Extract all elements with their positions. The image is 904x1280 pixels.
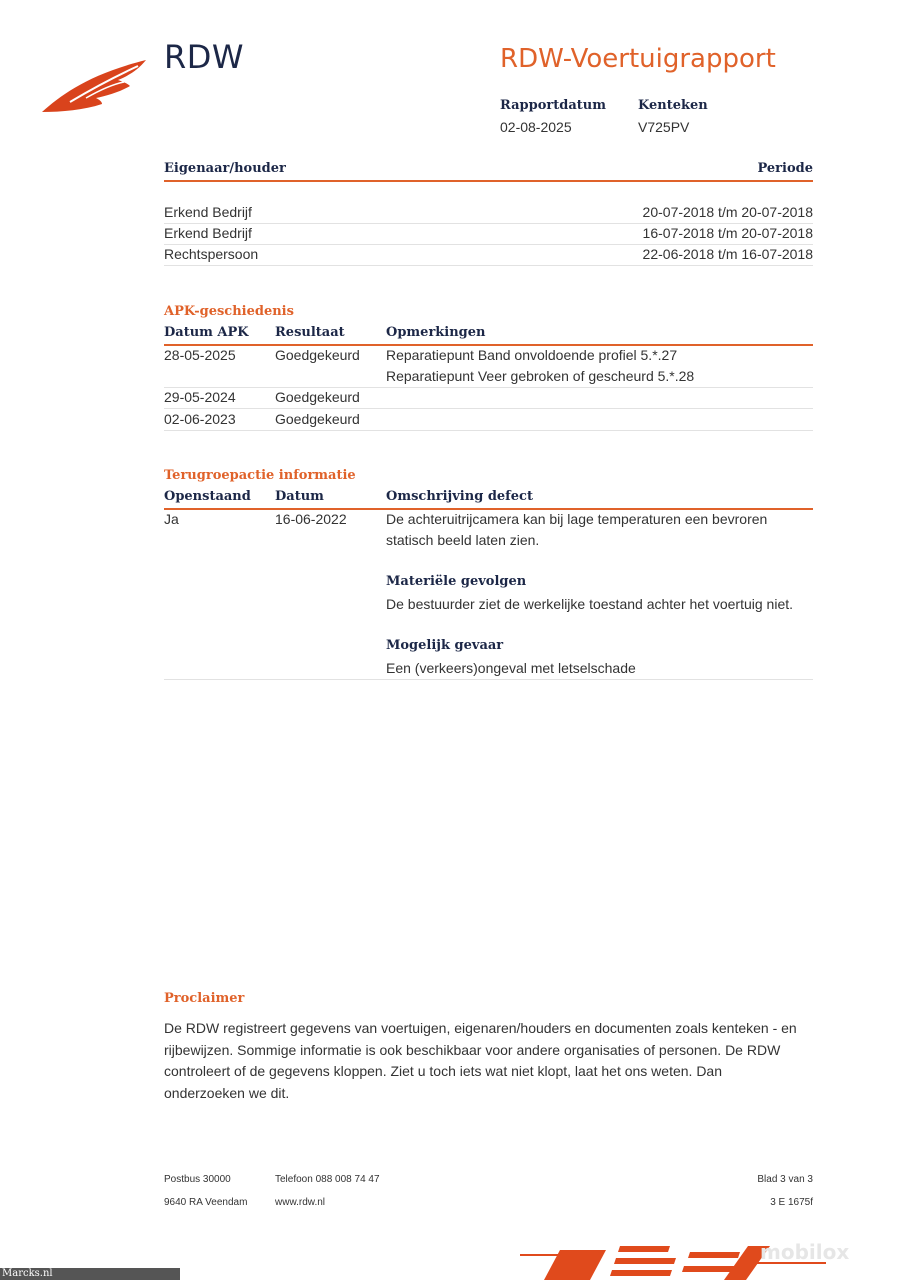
recall-section-title: Terugroepactie informatie: [164, 468, 356, 483]
recall-desc-line-1: De achteruitrijcamera kan bij lage temperaturen een bevroren: [386, 511, 768, 527]
recall-consequences-text: De bestuurder ziet de werkelijke toestand achter het voertuig niet.: [386, 596, 794, 612]
report-date-label: Rapportdatum: [500, 98, 606, 113]
apk-col-result: Resultaat: [275, 325, 345, 340]
row-divider: [164, 679, 813, 680]
proclaimer-text: De RDW registreert gegevens van voertuigen, eigenaren/houders en documenten zoals kenteken - en rijbewijzen. Sommige informatie is ook beschikbaar voor andere organisaties of personen. De RDW controleert of de gegevens kloppen. Ziet u toch iets wat niet klopt, laat het ons weten. Dan onderzoeken we dit.: [164, 1020, 797, 1101]
row-divider: [164, 387, 813, 388]
owner-row-3-period: 22-06-2018 t/m 16-07-2018: [642, 246, 813, 262]
footer-page-number: Blad 3 van 3: [757, 1174, 813, 1185]
apk-row-2-result: Goedgekeurd: [275, 389, 360, 405]
footer-code: 3 E 1675f: [770, 1197, 813, 1208]
owners-col-owner: Eigenaar/houder: [164, 161, 286, 176]
apk-col-date: Datum APK: [164, 325, 249, 340]
rdw-logo-leaf-icon: [40, 54, 150, 116]
apk-row-1-remark-1: Reparatiepunt Band onvoldoende profiel 5.*.27: [386, 347, 678, 363]
apk-row-1-date: 28-05-2025: [164, 347, 236, 363]
footer-city: 9640 RA Veendam: [164, 1197, 248, 1208]
recall-col-open: Openstaand: [164, 489, 251, 504]
apk-section-title: APK-geschiedenis: [164, 304, 294, 319]
apk-row-3-result: Goedgekeurd: [275, 411, 360, 427]
apk-col-remarks: Opmerkingen: [386, 325, 486, 340]
owner-row-2-owner: Erkend Bedrijf: [164, 225, 252, 241]
row-divider: [164, 244, 813, 245]
rdw-logo-text: RDW: [164, 38, 245, 76]
proclaimer-title: Proclaimer: [164, 991, 245, 1006]
row-divider: [164, 408, 813, 409]
recall-danger-text: Een (verkeers)ongeval met letselschade: [386, 660, 636, 676]
brand-watermark: mobilox: [760, 1240, 850, 1264]
recall-open-value: Ja: [164, 511, 179, 527]
apk-row-2-date: 29-05-2024: [164, 389, 236, 405]
owner-row-2-period: 16-07-2018 t/m 20-07-2018: [642, 225, 813, 241]
owners-header-rule: [164, 180, 813, 182]
apk-header-rule: [164, 344, 813, 346]
recall-danger-label: Mogelijk gevaar: [386, 638, 504, 653]
apk-row-3-date: 02-06-2023: [164, 411, 236, 427]
apk-row-1-remark-2: Reparatiepunt Veer gebroken of gescheurd 5.*.28: [386, 368, 695, 384]
owner-row-3-owner: Rechtspersoon: [164, 246, 259, 262]
recall-header-rule: [164, 508, 813, 510]
plate-value: V725PV: [638, 119, 690, 135]
recall-col-desc: Omschrijving defect: [386, 489, 533, 504]
owner-row-1-period: 20-07-2018 t/m 20-07-2018: [642, 204, 813, 220]
footer-postbus: Postbus 30000: [164, 1174, 231, 1185]
footer-phone: Telefoon 088 008 74 47: [275, 1174, 380, 1185]
row-divider: [164, 430, 813, 431]
watermark-text: Marcks.nl: [2, 1268, 53, 1279]
apk-row-1-result: Goedgekeurd: [275, 347, 360, 363]
owner-row-1-owner: Erkend Bedrijf: [164, 204, 252, 220]
recall-desc-line-2: statisch beeld laten zien.: [386, 532, 540, 548]
recall-consequences-label: Materiële gevolgen: [386, 574, 527, 589]
plate-label: Kenteken: [638, 98, 708, 113]
owners-col-period: Periode: [757, 161, 813, 176]
report-title: RDW-Voertuigrapport: [500, 44, 776, 74]
row-divider: [164, 265, 813, 266]
footer-website-link[interactable]: www.rdw.nl: [275, 1197, 326, 1208]
recall-col-date: Datum: [275, 489, 324, 504]
report-date-value: 02-08-2025: [500, 119, 572, 135]
row-divider: [164, 223, 813, 224]
recall-date-value: 16-06-2022: [275, 511, 347, 527]
